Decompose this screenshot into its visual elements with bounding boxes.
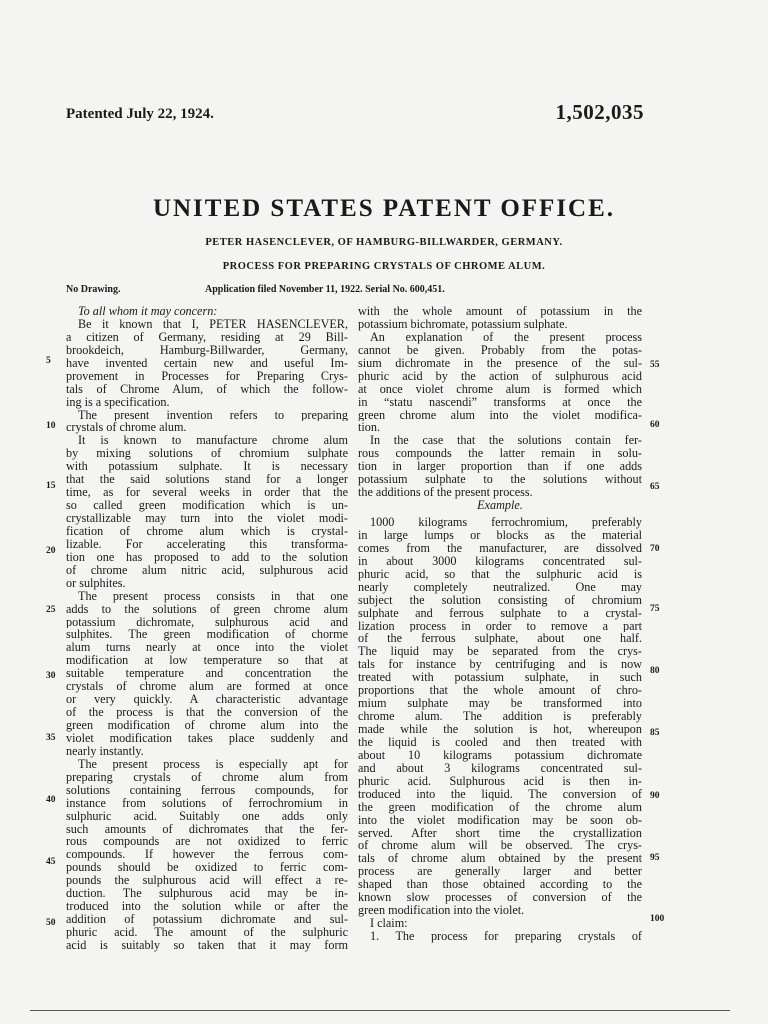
left-line: Be it known that I, PETER HASENCLEVER,: [78, 317, 348, 331]
right-line: subject the solution consisting of chromium: [358, 593, 642, 607]
left-line: lizable. For accelerating this transforma-: [66, 537, 348, 551]
left-line: rous compounds are not oxidized to ferric: [66, 835, 348, 849]
application-line: Application filed November 11, 1922. Serial No. 600,451.: [205, 284, 445, 295]
left-line: preparing crystals of chrome alum from: [66, 770, 348, 784]
line-number: 80: [650, 666, 660, 676]
line-number: 65: [650, 482, 660, 492]
left-line: It is known to manufacture chrome alum: [78, 434, 348, 448]
right-line: phuric acid, so that the sulphuric acid is: [358, 567, 642, 581]
left-line: or very quickly. A characteristic advantage: [66, 693, 348, 707]
right-line: tals of chrome alum obtained by the present: [358, 852, 642, 866]
right-line: served. After short time the crystallization: [358, 826, 642, 840]
left-text-column: [66, 305, 348, 952]
line-number: 50: [46, 918, 56, 928]
right-line: proportions that the whole amount of chro-: [358, 684, 642, 698]
no-drawing-note: No Drawing.: [66, 284, 121, 295]
left-line: time, as for several weeks in order that the: [66, 486, 348, 500]
right-line: rous compounds the latter remain in solu-: [358, 447, 642, 461]
left-line: The present invention refers to preparing: [78, 408, 348, 422]
right-line: the additions of the present process.: [358, 486, 533, 500]
left-line: or sulphites.: [66, 576, 126, 590]
left-line: suitable temperature and concentration the: [66, 667, 348, 681]
left-line: of chrome alum nitric acid, sulphurous acid: [66, 563, 348, 577]
left-line: have invented certain new and useful Im-: [66, 356, 348, 370]
left-line: potassium dichromate, sulphurous acid and: [66, 615, 348, 629]
left-line: addition of potassium dichromate and sul-: [66, 913, 348, 926]
left-line: crystals of chrome alum are formed at once: [66, 680, 348, 694]
line-number: 70: [650, 544, 660, 554]
right-text-column: [358, 305, 642, 943]
left-line: fication of chrome alum which is crystal-: [66, 524, 348, 538]
line-number: 40: [46, 795, 56, 805]
right-line: 1000 kilograms ferrochromium, preferably: [370, 516, 642, 529]
right-line: into the violet modification may be soon ob-: [358, 813, 642, 827]
left-line: phuric acid. The amount of the sulphuric: [66, 926, 348, 939]
right-line: about 10 kilograms potassium dichromate: [358, 748, 642, 762]
left-line: green modification of chrome alum into the: [66, 719, 348, 732]
left-line: by mixing solutions of chromium sulphate: [66, 447, 348, 461]
left-line: pounds should be oxidized to ferric com-: [66, 861, 348, 875]
line-number: 15: [46, 481, 56, 491]
left-line: so called green modification which is un-: [66, 499, 348, 512]
line-number: 60: [650, 420, 660, 430]
right-line: phuric acid by the action of sulphurous acid: [358, 369, 642, 383]
left-line: instance from solutions of ferrochromium in: [66, 796, 348, 810]
right-line: tion in larger proportion than if one adds: [358, 460, 642, 474]
left-line: duction. The sulphurous acid may be in-: [66, 887, 348, 901]
bottom-rule: [30, 1010, 730, 1011]
line-number: 100: [650, 914, 665, 924]
left-line: a citizen of Germany, residing at 29 Bill-: [66, 330, 348, 344]
left-line: violet modification takes place suddenly and: [66, 731, 348, 745]
line-number: 85: [650, 728, 660, 738]
left-line: of the process is that the conversion of the: [66, 706, 348, 719]
left-line: modification at low temperature so that at: [66, 654, 348, 668]
left-line: nearly instantly.: [66, 744, 144, 758]
right-line: known slow processes of conversion of the: [358, 891, 642, 905]
left-line: brookdeich, Hamburg-Billwarder, Germany,: [66, 343, 348, 357]
left-line: To all whom it may concern:: [78, 305, 218, 318]
right-line: sulphate and ferrous sulphate to a crystal-: [358, 606, 642, 620]
right-line: the green modification of the chrome alum: [358, 800, 642, 814]
right-line: in “statu nascendi” transforms at once the: [358, 395, 642, 409]
patent-number: 1,502,035: [555, 100, 644, 124]
right-line: shaped than those obtained according to the: [358, 878, 642, 892]
right-line: with the whole amount of potassium in the: [358, 305, 642, 318]
right-line: and about 3 kilograms concentrated sul-: [358, 761, 642, 775]
left-line: tion one has proposed to add to the solution: [66, 550, 348, 564]
line-number: 95: [650, 853, 660, 863]
right-line: in about 3000 kilograms concentrated sul-: [358, 554, 642, 568]
right-line: 1. The process for preparing crystals of: [370, 930, 642, 943]
line-number: 30: [46, 671, 56, 681]
right-line: sium dichromate in the presence of the sul-: [358, 356, 642, 370]
left-line: solutions containing ferrous compounds, for: [66, 783, 348, 797]
right-line: green chrome alum into the violet modifica-: [358, 408, 642, 422]
left-line: crystals of chrome alum.: [66, 421, 187, 435]
left-line: adds to the solutions of green chrome alum: [66, 602, 348, 616]
right-line: potassium sulphate to the solutions without: [358, 473, 642, 487]
right-line: chrome alum. The addition is preferably: [358, 710, 642, 723]
right-line: treated with potassium sulphate, in such: [358, 671, 642, 685]
left-line: sulphuric acid. Suitably one adds only: [66, 809, 348, 823]
left-line: The present process is especially apt for: [78, 757, 348, 771]
left-line: tals of Chrome Alum, of which the follow-: [66, 382, 348, 396]
left-line: sulphites. The green modification of chorme: [66, 628, 348, 642]
left-line: pounds the sulphurous acid will effect a re-: [66, 874, 348, 888]
line-number: 10: [46, 421, 56, 431]
right-line: green modification into the violet.: [358, 904, 525, 918]
left-line: acid is suitably so taken that it may form: [66, 938, 348, 952]
left-line: ing is a specification.: [66, 395, 170, 409]
line-number: 35: [46, 733, 56, 743]
line-number: 25: [46, 605, 56, 615]
line-number: 5: [46, 356, 51, 366]
line-number: 90: [650, 791, 660, 801]
right-line: cannot be given. Probably from the potas-: [358, 343, 642, 357]
right-line: made while the solution is hot, whereupon: [358, 723, 642, 736]
right-line: in large lumps or blocks as the material: [358, 528, 642, 542]
right-line: tion.: [358, 421, 381, 435]
right-line: of the ferrous sulphate, about one half.: [358, 632, 642, 646]
process-title: PROCESS FOR PREPARING CRYSTALS OF CHROME ALUM.: [222, 261, 546, 272]
right-line: at once violet chrome alum is formed which: [358, 382, 642, 396]
left-line: alum turns nearly at once into the violet: [66, 641, 348, 655]
right-line: of chrome alum will be observed. The crys-: [358, 839, 642, 853]
line-number: 45: [46, 857, 56, 867]
right-line: In the case that the solutions contain fer-: [370, 434, 642, 448]
line-number: 55: [650, 360, 660, 370]
right-line: troduced into the liquid. The conversion of: [358, 787, 642, 801]
left-line: crystallizable may turn into the violet modi-: [66, 512, 348, 525]
left-line: compounds. If however the ferrous com-: [66, 848, 348, 862]
left-line: troduced into the solution while or after the: [66, 900, 348, 914]
right-line: I claim:: [370, 917, 408, 930]
right-line: nearly completely neutralized. One may: [358, 580, 642, 594]
right-line: The liquid may be separated from the crys-: [358, 645, 642, 659]
line-number: 20: [46, 546, 56, 556]
left-line: such amounts of dichromates that the fer-: [66, 822, 348, 836]
right-line: phuric acid. Sulphurous acid is then in-: [358, 774, 642, 788]
right-line: tals for instance by centrifuging and is now: [358, 658, 642, 672]
right-line: Example.: [477, 499, 523, 512]
right-line: potassium bichromate, potassium sulphate.: [358, 317, 568, 331]
patent-date: Patented July 22, 1924.: [66, 106, 214, 122]
right-line: process are generally larger and better: [358, 865, 642, 879]
office-title: UNITED STATES PATENT OFFICE.: [152, 195, 616, 222]
right-line: the liquid is cooled and then treated with: [358, 735, 642, 749]
right-line: An explanation of the present process: [370, 330, 642, 344]
inventor-line: PETER HASENCLEVER, OF HAMBURG-BILLWARDER, GERMANY.: [205, 237, 563, 248]
right-line: mium sulphate may be transformed into: [358, 697, 642, 711]
left-line: The present process consists in that one: [78, 589, 348, 603]
right-line: lization process in order to remove a part: [358, 619, 642, 633]
left-line: that the said solutions stand for a longer: [66, 473, 348, 487]
left-line: provement in Processes for Preparing Crys-: [66, 369, 348, 383]
line-number: 75: [650, 604, 660, 614]
left-line: with potassium sulphate. It is necessary: [66, 460, 348, 474]
right-line: comes from the manufacturer, are dissolved: [358, 541, 642, 555]
